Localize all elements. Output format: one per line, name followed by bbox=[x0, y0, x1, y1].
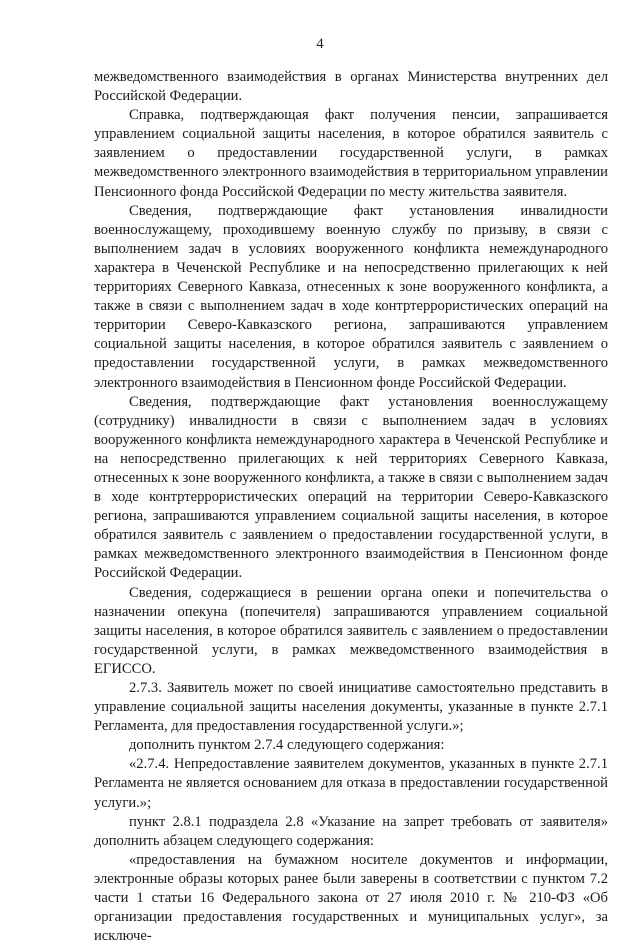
paragraph-servicemember-disability: Сведения, подтверждающие факт установления военнослужащему (сотруднику) инвалидности в связи с выполнением задач в условиях вооруженного конфликта немеждународного характера в Чеченской Республике и на непосредственно прилегающих к ней территориях Северного Кавказа, отнесенных к зоне вооруженного конфликта, а также в связи с выполнением задач в ходе контртеррористических операций на территории Северо-Кавказского региона, запрашиваются управлением социальной защиты населения, в которое обратился заявитель с заявлением о предоставлении государственной услуги, в рамках межведомственного электронного взаимодействия в Пенсионном фонде Российской Федерации. bbox=[94, 393, 608, 582]
paragraph-continuation: межведомственного взаимодействия в органах Министерства внутренних дел Российской Федерации. bbox=[94, 69, 608, 105]
paragraph-pension-certificate: Справка, подтверждающая факт получения пенсии, запрашивается управлением социальной защиты населения, в которое обратился заявитель с заявлением о предоставлении государственной услуги, в рамках межведомственного электронного взаимодействия в территориальном управлении Пенсионного фонда Российской Федерации по месту жительства заявителя. bbox=[94, 107, 608, 200]
paragraph-guardianship: Сведения, содержащиеся в решении органа опеки и попечительства о назначении опекуна (попечителя) запрашиваются управлением социальной защиты населения, в которое обратился заявитель с заявлением о предоставлении государственной услуги, в рамках межведомственного взаимодействия в ЕГИССО. bbox=[94, 584, 608, 677]
document-body bbox=[94, 68, 608, 946]
paragraph-conscript-disability: Сведения, подтверждающие факт установления инвалидности военнослужащему, проходившему военную службу по призыву, в связи с выполнением задач в условиях вооруженного конфликта немеждународного характера в Чеченской Республике и на непосредственно прилегающих к ней территориях Северного Кавказа, отнесенных к зоне вооруженного конфликта, а также в связи с выполнением задач в ходе контртеррористических операций на территории Северо-Кавказского региона, запрашиваются управлением социальной защиты населения, в которое обратился заявитель с заявлением о предоставлении государственной услуги, в рамках межведомственного электронного взаимодействия в Пенсионном фонде Российской Федерации. bbox=[94, 202, 608, 391]
page-number: 4 bbox=[316, 36, 324, 52]
paragraph-paper-documents: «предоставления на бумажном носителе документов и информации, электронные образы которых ранее были заверены в соответствии с пунктом 7.2 части 1 статьи 16 Федерального закона от 27 июля 2010 г. № 210-ФЗ «Об организации предоставления государственных и муниципальных услуг», за исключе- bbox=[94, 851, 608, 945]
paragraph-add-clause-2-7-4: дополнить пунктом 2.7.4 следующего содержания: bbox=[129, 737, 445, 754]
paragraph-clause-2-7-3: 2.7.3. Заявитель может по своей инициативе самостоятельно представить в управление социальной защиты населения документы, указанные в пункте 2.7.1 Регламента, для предоставления государственной услуги.»; bbox=[94, 680, 608, 735]
paragraph-clause-2-8-1: пункт 2.8.1 подраздела 2.8 «Указание на запрет требовать от заявителя» дополнить абзацем следующего содержания: bbox=[94, 813, 608, 849]
paragraph-clause-2-7-4: «2.7.4. Непредоставление заявителем документов, указанных в пункте 2.7.1 Регламента не является основанием для отказа в предоставлении государственной услуги.»; bbox=[94, 756, 608, 811]
